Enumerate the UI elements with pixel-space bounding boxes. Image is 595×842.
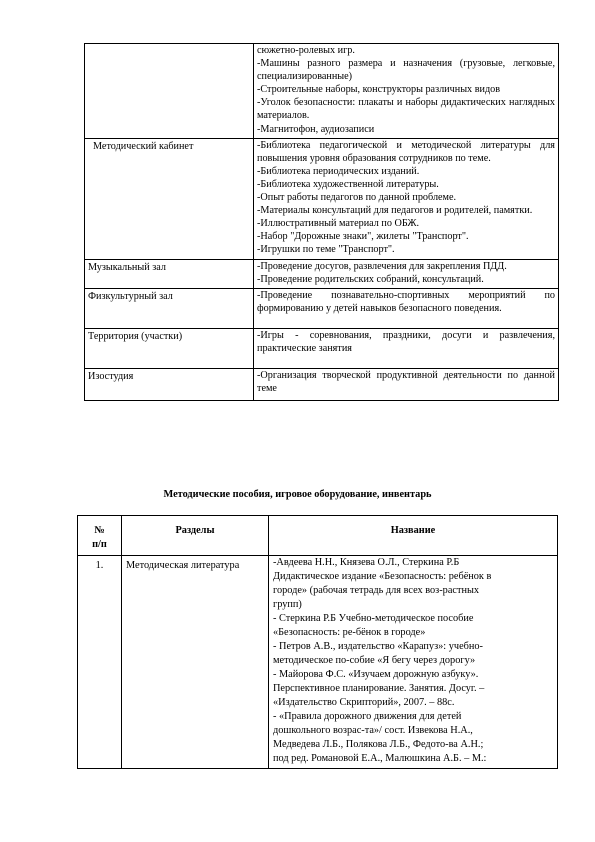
table-row [85, 369, 559, 401]
list-item: -Уголок безопасности: плакаты и наборы дидактических наглядных материалов. [257, 97, 555, 122]
items-cell [254, 44, 559, 139]
column-header-sections: Разделы [122, 516, 269, 556]
list-item: дошкольного возрас-та»/ сост. Извекова Н.А., [273, 725, 473, 736]
column-header-name: Название [269, 516, 558, 556]
list-item: -Игрушки по теме "Транспорт". [257, 244, 395, 256]
table-header-row [78, 516, 558, 556]
list-item: -Иллюстративный материал по ОБЖ. [257, 218, 420, 230]
table-row [85, 328, 559, 368]
section-cell: Методический кабинет [85, 138, 254, 259]
list-item: -Игры - соревнования, праздники, досуги и развлечения, практические занятия [257, 329, 555, 354]
items-cell [254, 138, 559, 259]
list-item: Перспективное планирование. Занятия. Досуг. – [273, 683, 485, 694]
list-item: методическое по-собие «Я бегу через дорогу» [273, 655, 476, 666]
section-heading: Методические пособия, игровое оборудование, инвентарь [163, 489, 432, 500]
table-row [85, 288, 559, 328]
list-item: сюжетно-ролевых игр. [257, 45, 355, 56]
table-row [78, 556, 558, 769]
section-cell: Физкультурный зал [85, 288, 254, 328]
list-item: групп) [273, 599, 302, 610]
column-header-number: № п/п [78, 516, 122, 556]
row-number: 1. [78, 556, 122, 769]
list-item: -Проведение познавательно-спортивных мероприятий по формированию у детей навыков безопасного поведения. [257, 289, 555, 314]
list-item: -Опыт работы педагогов по данной проблеме. [257, 192, 457, 204]
table-row [85, 259, 559, 288]
list-item: городе» (рабочая тетрадь для всех воз-растных [273, 585, 480, 596]
list-item: -Библиотека периодических изданий. [257, 165, 420, 177]
list-item: -Организация творческой продуктивной деятельности по данной теме [257, 370, 555, 395]
section-cell [85, 44, 254, 139]
list-item: Медведева Л.Б., Полякова Л.Б., Федото-ва А.Н.; [273, 739, 484, 750]
items-cell [254, 369, 559, 401]
list-item: - «Правила дорожного движения для детей [273, 711, 462, 722]
list-item: -Библиотека педагогической и методической литературы для повышения уровня образования сотрудников по теме. [257, 139, 555, 164]
list-item: -Библиотека художественной литературы. [257, 178, 439, 190]
equipment-table [84, 43, 559, 401]
list-item: -Проведение родительских собраний, консультаций. [257, 273, 484, 285]
items-cell [254, 259, 559, 288]
list-item: «Издательство Скрипторий», 2007. – 88с. [273, 697, 455, 708]
list-item: -Материалы консультаций для педагогов и родителей, памятки. [257, 205, 533, 217]
list-item: -Строительные наборы, конструкторы различных видов [257, 84, 501, 96]
list-item: - Майорова Ф.С. «Изучаем дорожную азбуку». [273, 669, 479, 680]
section-cell: Музыкальный зал [85, 259, 254, 288]
names-cell [269, 556, 558, 769]
section-cell: Изостудия [85, 369, 254, 401]
section-cell: Методическая литература [122, 556, 269, 769]
list-item: -Магнитофон, аудиозаписи [257, 123, 375, 135]
list-item: Дидактическое издание «Безопасность: ребёнок в [273, 571, 492, 582]
section-cell: Территория (участки) [85, 328, 254, 368]
list-item: -Набор "Дорожные знаки", жилеты "Транспорт". [257, 231, 469, 243]
table-row [85, 44, 559, 139]
list-item: -Проведение досугов, развлечения для закрепления ПДД. [257, 260, 507, 272]
items-cell [254, 328, 559, 368]
items-cell [254, 288, 559, 328]
list-item: - Стеркина Р.Б Учебно-методическое пособие [273, 613, 474, 624]
list-item: -Авдеева Н.Н., Князева О.Л., Стеркина Р.Б [273, 557, 460, 568]
manuals-table [77, 515, 558, 769]
list-item: «Безопасность: ре-бёнок в городе» [273, 627, 426, 638]
list-item: под ред. Романовой Е.А., Малюшкина А.Б. – М.: [273, 753, 487, 764]
table-row [85, 138, 559, 259]
list-item: - Петров А.В., издательство «Карапуз»: учебно- [273, 641, 483, 652]
list-item: -Машины разного размера и назначения (грузовые, легковые, специализированные) [257, 58, 555, 83]
